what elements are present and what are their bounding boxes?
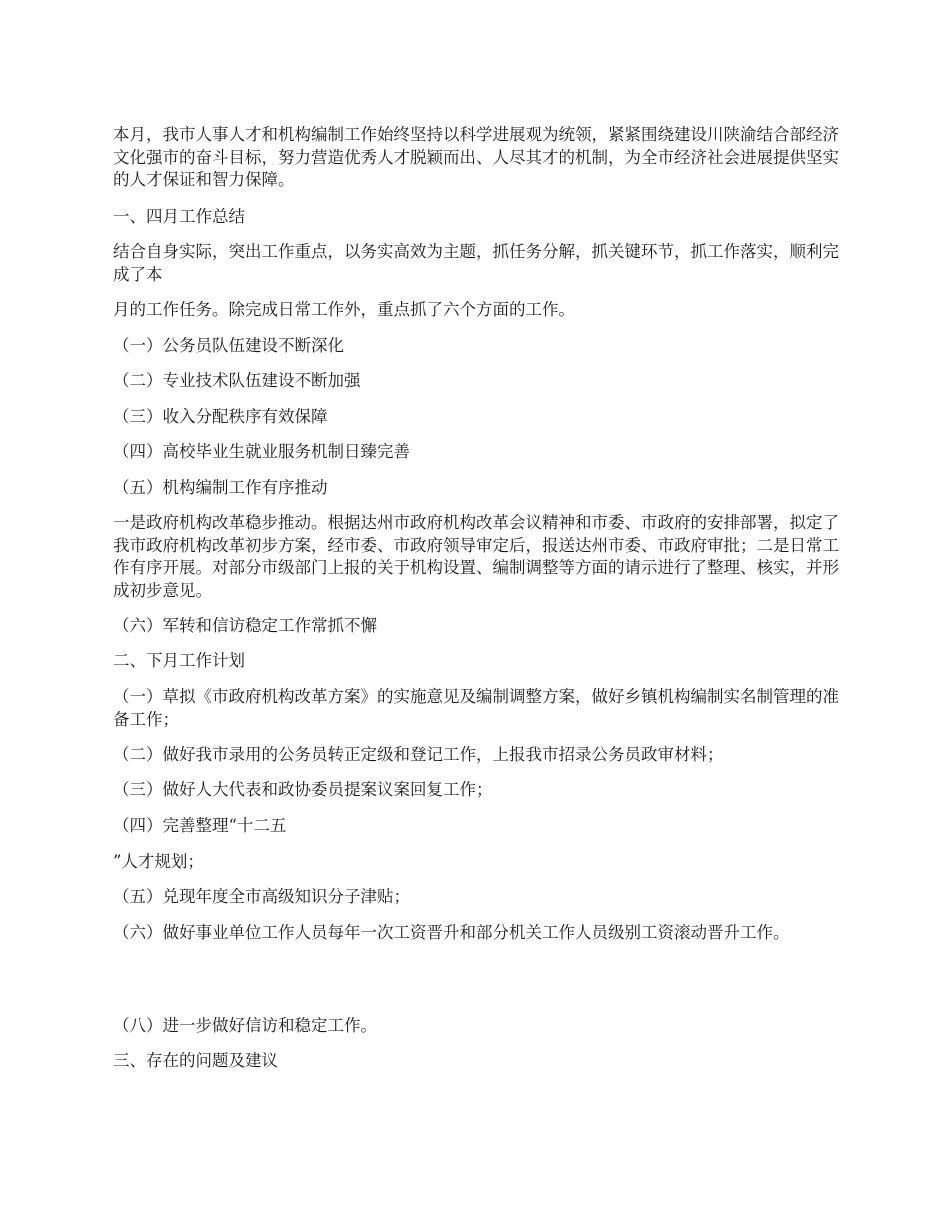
summary-item-4: （四）高校毕业生就业服务机制日臻完善 bbox=[113, 442, 410, 461]
summary-item-1: （一）公务员队伍建设不断深化 bbox=[113, 336, 344, 355]
plan-item-1: （一）草拟《市政府机构改革方案》的实施意见及编制调整方案，做好乡镇机构编制实名制管理的准备工作； bbox=[113, 687, 839, 729]
plan-item-6: （六）做好事业单位工作人员每年一次工资晋升和部分机关工作人员级别工资滚动晋升工作。 bbox=[113, 923, 790, 942]
plan-item-4-continued: ”人才规划； bbox=[113, 852, 204, 871]
section-heading-issues: 三、存在的问题及建议 bbox=[113, 1051, 278, 1070]
summary-item-3: （三）收入分配秩序有效保障 bbox=[113, 407, 328, 426]
intro-paragraph: 本月，我市人事人才和机构编制工作始终坚持以科学进展观为统领，紧紧围绕建设川陕渝结合部经济文化强市的奋斗目标，努力营造优秀人才脱颖而出、人尽其才的机制，为全市经济社会进展提供坚实的人才保证和智力保障。 bbox=[113, 125, 839, 189]
summary-paragraph: 结合自身实际，突出工作重点，以务实高效为主题，抓任务分解，抓关键环节，抓工作落实，顺利完成了本 bbox=[113, 242, 839, 284]
plan-item-8: （八）进一步做好信访和稳定工作。 bbox=[113, 1016, 377, 1035]
section-heading-summary: 一、四月工作总结 bbox=[113, 207, 245, 226]
organization-reform-paragraph: 一是政府机构改革稳步推动。根据达州市政府机构改革会议精神和市委、市政府的安排部署，拟定了我市政府机构改革初步方案，经市委、市政府领导审定后，报送达州市委、市政府审批；二是日常工作有序开展。对部分市级部门上报的关于机构设置、编制调整等方面的请示进行了整理、核实，并形成初步意见。 bbox=[113, 513, 839, 600]
summary-item-5: （五）机构编制工作有序推动 bbox=[113, 478, 328, 497]
plan-item-4: （四）完善整理“十二五 bbox=[113, 816, 287, 835]
summary-paragraph-continued: 月的工作任务。除完成日常工作外，重点抓了六个方面的工作。 bbox=[113, 300, 575, 319]
section-heading-plan: 二、下月工作计划 bbox=[113, 651, 245, 670]
plan-item-5: （五）兑现年度全市高级知识分子津贴； bbox=[113, 887, 410, 906]
plan-item-2: （二）做好我市录用的公务员转正定级和登记工作，上报我市招录公务员政审材料； bbox=[113, 745, 724, 764]
summary-item-6: （六）军转和信访稳定工作常抓不懈 bbox=[113, 616, 377, 635]
summary-item-2: （二）专业技术队伍建设不断加强 bbox=[113, 371, 361, 390]
plan-item-3: （三）做好人大代表和政协委员提案议案回复工作； bbox=[113, 780, 493, 799]
